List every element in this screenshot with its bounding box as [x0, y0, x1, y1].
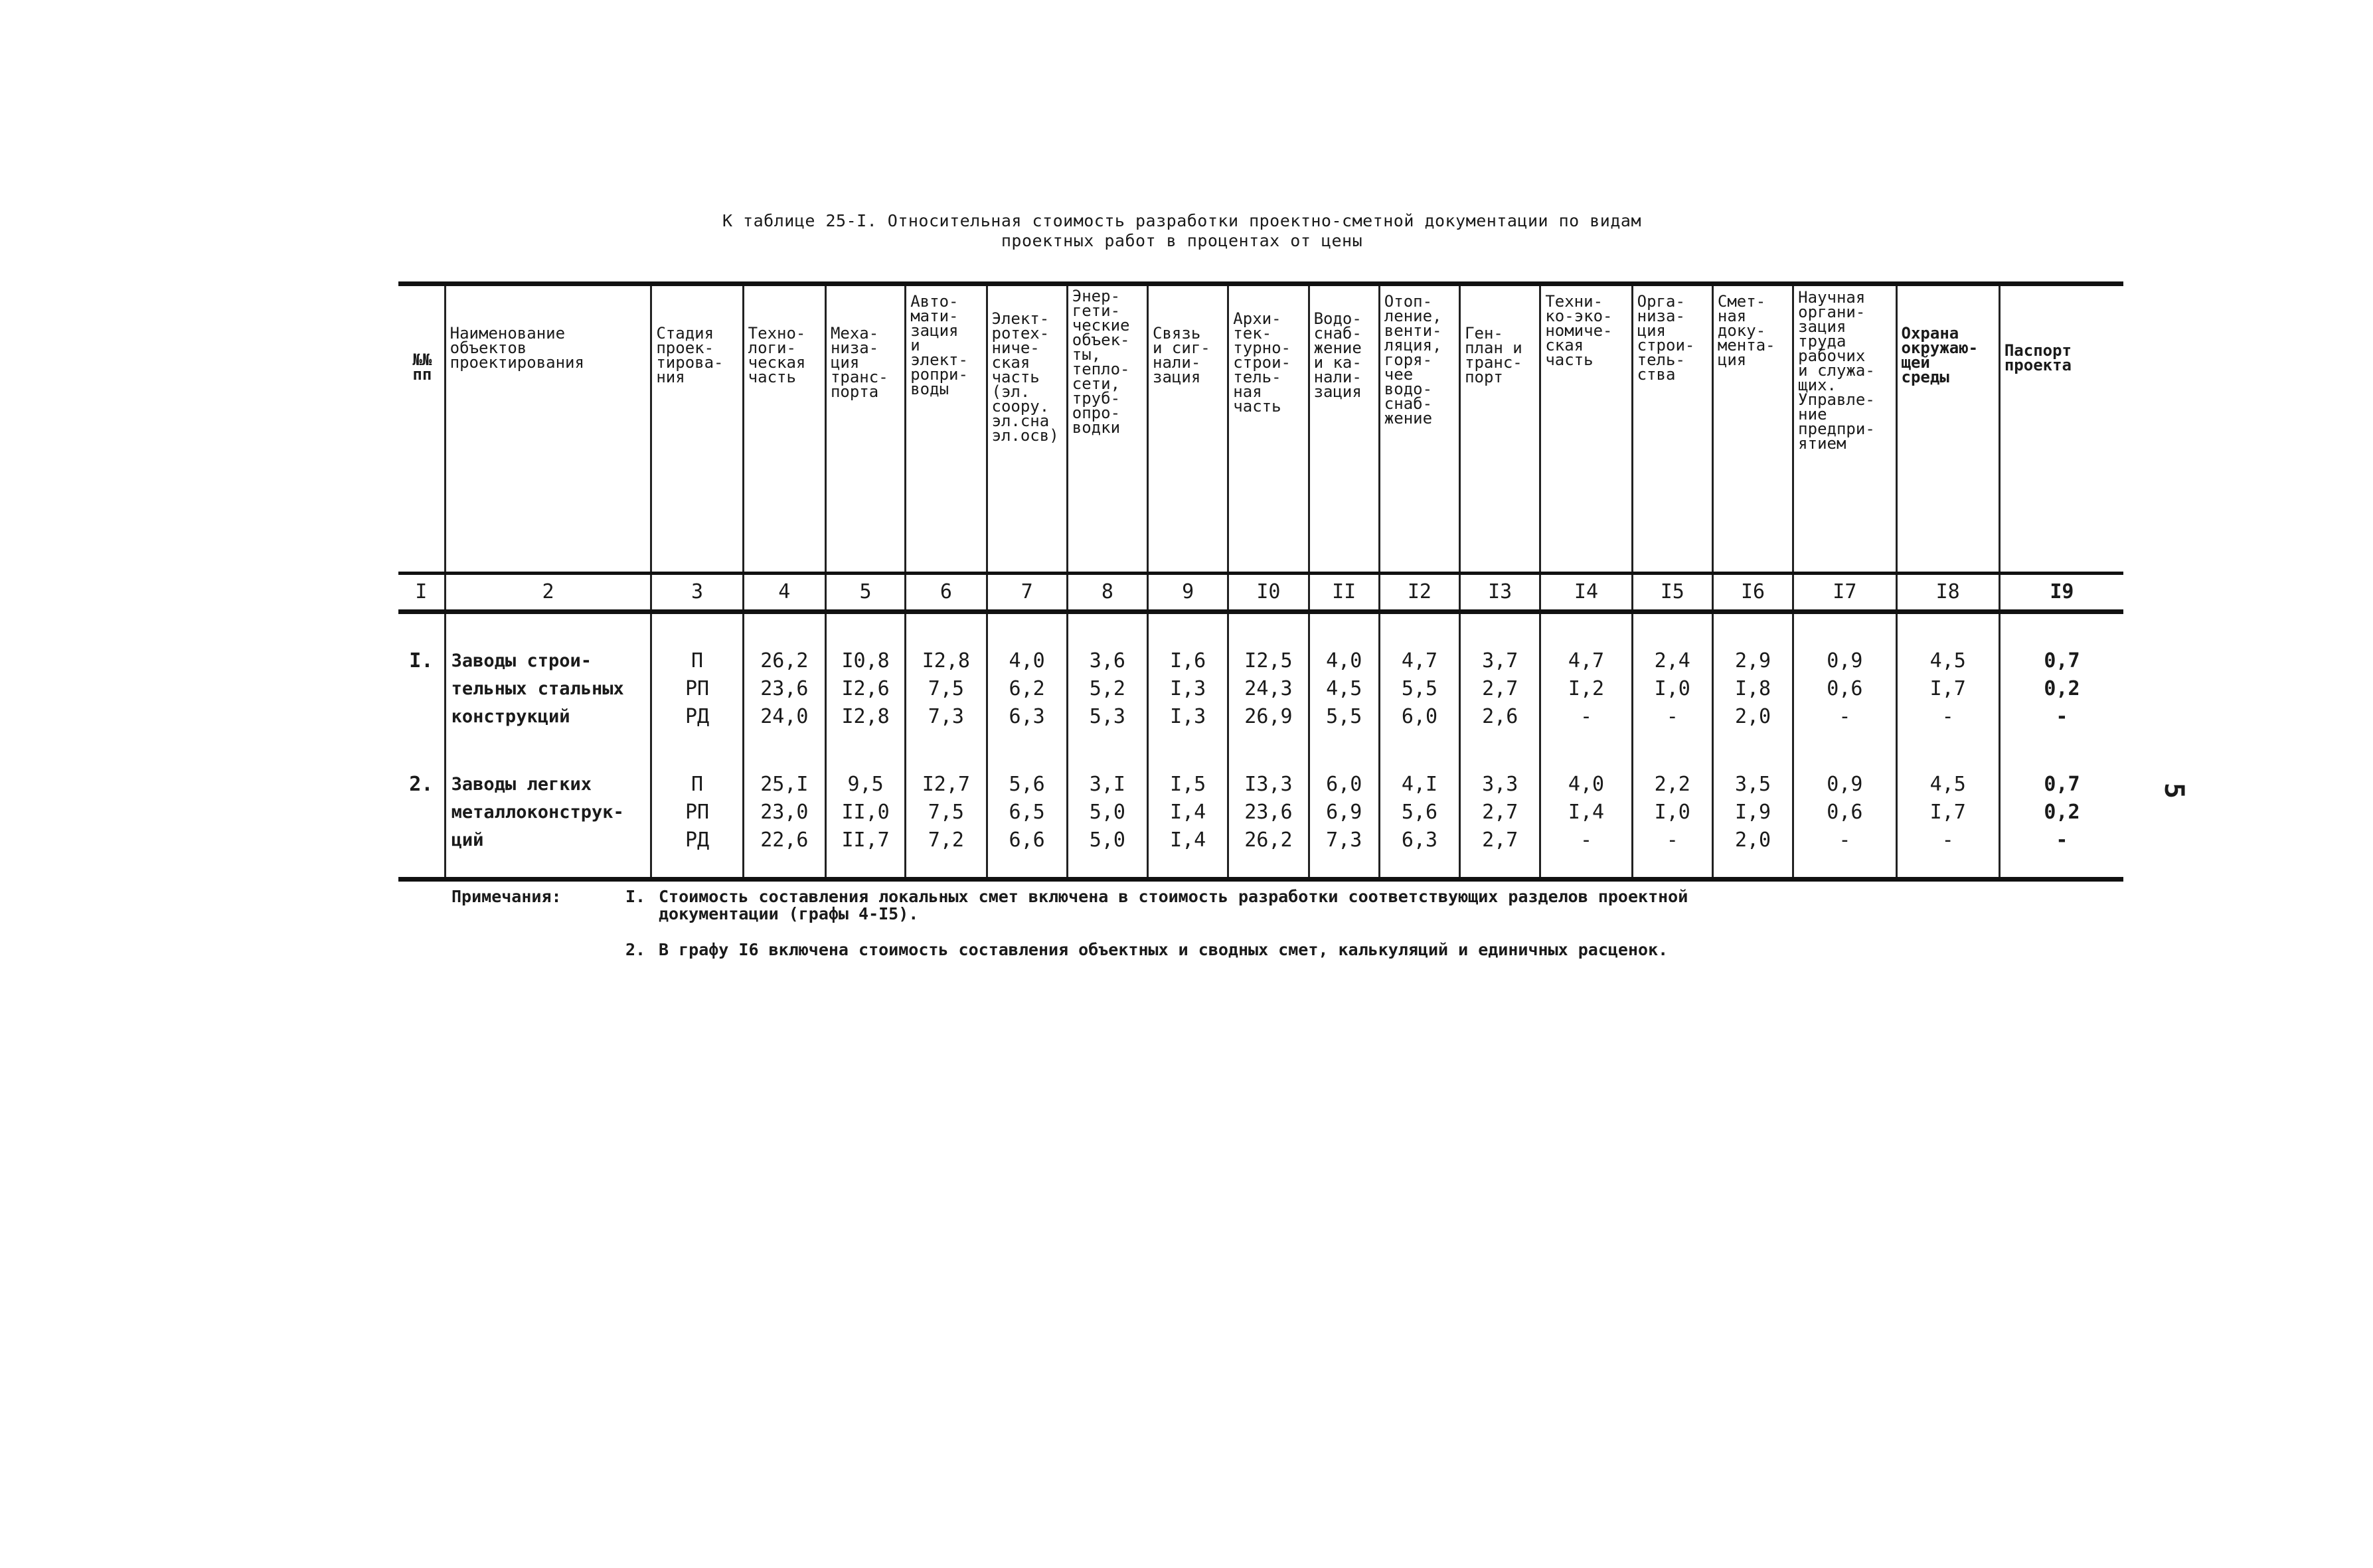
value-cell: 4,7 5,5 6,0 [1379, 612, 1459, 755]
header-cell: Орга- низа- ция строи- тель- ства [1632, 284, 1712, 574]
column-number: 3 [651, 574, 743, 612]
column-number: 8 [1067, 574, 1147, 612]
notes [451, 888, 1721, 959]
column-number: 4 [743, 574, 825, 612]
header-row [398, 284, 2123, 574]
value-cell: 3,7 2,7 2,6 [1460, 612, 1540, 755]
header-cell: Охрана окружаю- щей среды [1896, 284, 1999, 574]
column-number: 5 [825, 574, 905, 612]
value-cell: 4,5 I,7 - [1896, 755, 1999, 880]
header-cell: Стадия проек- тирова- ния [651, 284, 743, 574]
value-cell: 2,4 I,0 - [1632, 612, 1712, 755]
header-cell: №№ пп [398, 284, 445, 574]
value-cell: 2,2 I,0 - [1632, 755, 1712, 880]
value-cell: 3,3 2,7 2,7 [1460, 755, 1540, 880]
header-cell: Меха- низа- ция транс- порта [825, 284, 905, 574]
value-cell: 4,0 6,2 6,3 [987, 612, 1067, 755]
note-text: Стоимость составления локальных смет включена в стоимость разработки соответствующих разделов проектной документации (графы 4-I5). [659, 887, 1688, 923]
value-cell: 26,2 23,6 24,0 [743, 612, 825, 755]
stage-cell: П РП РД [651, 612, 743, 755]
column-number: 7 [987, 574, 1067, 612]
value-cell: 4,7 I,2 - [1540, 612, 1632, 755]
header-cell: Техно- логи- ческая часть [743, 284, 825, 574]
note-number: I. [625, 887, 646, 906]
page-number: 5 [2159, 782, 2190, 799]
column-number-row [398, 574, 2123, 612]
header-cell: Ген- план и транс- порт [1460, 284, 1540, 574]
note-item [451, 888, 1721, 923]
header-cell: Архи- тек- турно- строи- тель- ная часть [1228, 284, 1309, 574]
value-cell: I,5 I,4 I,4 [1148, 755, 1228, 880]
note-item [451, 941, 1721, 959]
header-cell: Наименование объектов проектирования [445, 284, 651, 574]
value-cell: 3,I 5,0 5,0 [1067, 755, 1147, 880]
column-number: I8 [1896, 574, 1999, 612]
value-cell: 6,0 6,9 7,3 [1309, 755, 1379, 880]
value-cell: I0,8 I2,6 I2,8 [825, 612, 905, 755]
header-cell: Энер- гети- ческие объек- ты, тепло- сети, труб- опро- водки [1067, 284, 1147, 574]
table-row [398, 612, 2123, 755]
header-cell: Паспорт проекта [1999, 284, 2123, 574]
value-cell: 9,5 II,0 II,7 [825, 755, 905, 880]
value-cell: 0,9 0,6 - [1793, 612, 1896, 755]
note-number: 2. [625, 940, 646, 959]
value-cell: 4,5 I,7 - [1896, 612, 1999, 755]
value-cell: 0,7 0,2 - [1999, 755, 2123, 880]
column-number: I2 [1379, 574, 1459, 612]
header-cell: Связь и сиг- нали- зация [1148, 284, 1228, 574]
value-cell: 4,I 5,6 6,3 [1379, 755, 1459, 880]
value-cell: 4,0 I,4 - [1540, 755, 1632, 880]
value-cell: 5,6 6,5 6,6 [987, 755, 1067, 880]
header-cell: Отоп- ление, венти- ляция, горя- чее водо- снаб- жение [1379, 284, 1459, 574]
cost-table [398, 281, 2123, 882]
header-cell: Водо- снаб- жение и ка- нали- зация [1309, 284, 1379, 574]
value-cell: 3,6 5,2 5,3 [1067, 612, 1147, 755]
column-number: I3 [1460, 574, 1540, 612]
object-name: Заводы строи- тельных стальных конструкций [445, 612, 651, 755]
value-cell: I,6 I,3 I,3 [1148, 612, 1228, 755]
object-name: Заводы легких металлоконструк- ций [445, 755, 651, 880]
column-number: 6 [906, 574, 987, 612]
column-number: 2 [445, 574, 651, 612]
column-number: I9 [1999, 574, 2123, 612]
value-cell: I2,5 24,3 26,9 [1228, 612, 1309, 755]
table-row [398, 755, 2123, 880]
header-cell: Авто- мати- зация и элект- ропри- воды [906, 284, 987, 574]
column-number: I7 [1793, 574, 1896, 612]
header-cell: Элект- ротех- ниче- ская часть (эл. соору. эл.сна эл.осв) [987, 284, 1067, 574]
value-cell: I3,3 23,6 26,2 [1228, 755, 1309, 880]
column-number: I5 [1632, 574, 1712, 612]
column-number: I6 [1712, 574, 1793, 612]
stage-cell: П РП РД [651, 755, 743, 880]
column-number: I4 [1540, 574, 1632, 612]
table-caption: К таблице 25-I. Относительная стоимость разработки проектно-сметной документации по видам проектных работ в процентах от цены [722, 211, 1642, 250]
value-cell: 3,5 I,9 2,0 [1712, 755, 1793, 880]
header-cell: Смет- ная доку- мента- ция [1712, 284, 1793, 574]
value-cell: 0,7 0,2 - [1999, 612, 2123, 755]
value-cell: 2,9 I,8 2,0 [1712, 612, 1793, 755]
header-cell: Научная органи- зация труда рабочих и служа- щих. Управле- ние предпри- ятием [1793, 284, 1896, 574]
column-number: II [1309, 574, 1379, 612]
row-number: 2. [398, 755, 445, 880]
column-number: I [398, 574, 445, 612]
value-cell: 4,0 4,5 5,5 [1309, 612, 1379, 755]
value-cell: 0,9 0,6 - [1793, 755, 1896, 880]
row-number: I. [409, 649, 434, 672]
notes-label: Примечания: [451, 887, 562, 906]
column-number: I0 [1228, 574, 1309, 612]
note-text: В графу I6 включена стоимость составления объектных и сводных смет, калькуляций и единичных расценок. [659, 940, 1669, 959]
value-cell: I2,7 7,5 7,2 [906, 755, 987, 880]
value-cell: I2,8 7,5 7,3 [906, 612, 987, 755]
value-cell: 25,I 23,0 22,6 [743, 755, 825, 880]
header-cell: Техни- ко-эко- номиче- ская часть [1540, 284, 1632, 574]
column-number: 9 [1148, 574, 1228, 612]
